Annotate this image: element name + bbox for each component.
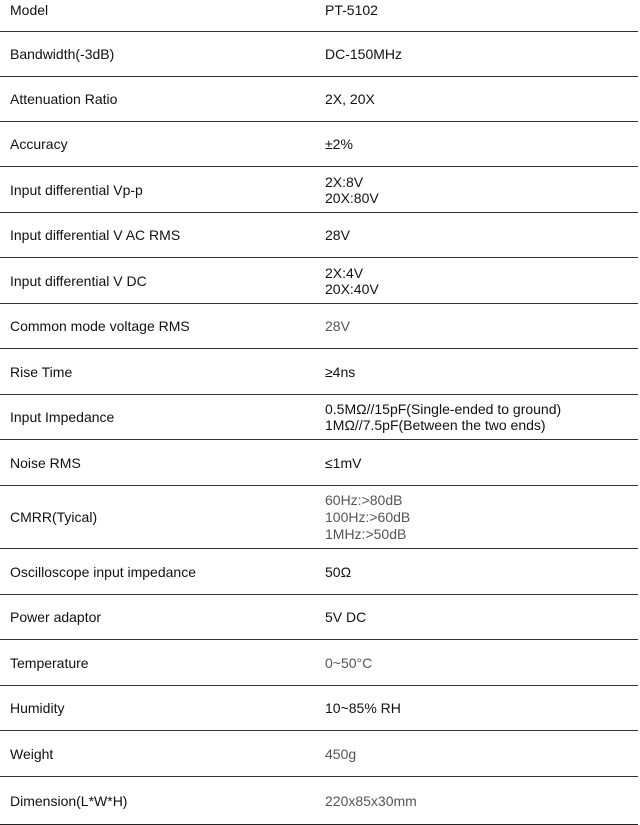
spec-row-common-mode-voltage-rms — [0, 304, 638, 349]
spec-row-input-impedance — [0, 395, 638, 440]
spec-value — [325, 77, 635, 121]
spec-label: Rise Time — [10, 363, 73, 380]
spec-label: CMRR(Tyical) — [10, 509, 98, 525]
spec-value-line: ±2% — [325, 136, 353, 152]
spec-row-humidity — [0, 686, 638, 731]
spec-value — [325, 549, 635, 594]
spec-label: Common mode voltage RMS — [10, 318, 190, 334]
spec-value-line: 5V DC — [325, 609, 367, 625]
spec-row-model — [0, 0, 638, 32]
spec-row-accuracy — [0, 122, 638, 167]
spec-value-line: 50Ω — [325, 563, 352, 580]
spec-label: Input differential Vp-p — [10, 181, 143, 198]
spec-label: Humidity — [10, 700, 65, 716]
spec-value — [325, 0, 635, 31]
spec-value-line: 60Hz:>80dB — [325, 491, 403, 508]
spec-value — [325, 213, 635, 257]
spec-value-line: ≥4ns — [325, 363, 356, 380]
spec-value-line: 220x85x30mm — [325, 792, 417, 809]
spec-value — [325, 440, 635, 485]
spec-label: Attenuation Ratio — [10, 91, 118, 107]
spec-label: Input differential V AC RMS — [10, 227, 181, 243]
spec-label: Model — [10, 2, 49, 18]
spec-value-line: 100Hz:>60dB — [325, 508, 411, 525]
spec-value — [325, 304, 635, 348]
spec-value-line: 0.5MΩ//15pF(Single-ended to ground) — [325, 401, 562, 417]
spec-row-attenuation-ratio — [0, 77, 638, 122]
spec-value — [325, 777, 635, 824]
spec-row-input-differential-v-ac-rms — [0, 213, 638, 258]
spec-value-line: ≤1mV — [325, 454, 362, 471]
spec-value — [325, 486, 635, 548]
spec-row-oscilloscope-input-impedance — [0, 549, 638, 595]
spec-row-input-differential-vpp — [0, 167, 638, 213]
spec-value-line: 20X:80V — [325, 189, 379, 206]
spec-value-line: 2X:8V — [325, 173, 364, 190]
spec-label: Noise RMS — [10, 454, 81, 471]
spec-row-dimension — [0, 777, 638, 824]
spec-label: Oscilloscope input impedance — [10, 563, 196, 580]
spec-label: Input differential V DC — [10, 272, 147, 289]
spec-value — [325, 167, 635, 212]
spec-value-line: 0~50°C — [325, 654, 373, 671]
spec-value-line: 2X:4V — [325, 264, 364, 281]
spec-label: Power adaptor — [10, 609, 102, 625]
spec-row-bandwidth — [0, 32, 638, 77]
spec-value-line: 1MHz:>50dB — [325, 525, 407, 542]
spec-row-power-adaptor — [0, 595, 638, 640]
spec-value-line: 450g — [325, 745, 357, 762]
spec-value — [325, 32, 635, 76]
spec-row-input-differential-v-dc — [0, 258, 638, 304]
spec-label: Weight — [10, 745, 54, 762]
spec-value-line: 20X:40V — [325, 280, 379, 297]
spec-label: Dimension(L*W*H) — [10, 792, 128, 809]
spec-row-rise-time — [0, 349, 638, 395]
spec-value-line: 28V — [325, 318, 350, 334]
spec-value-line: 10~85% RH — [325, 700, 401, 716]
spec-value — [325, 258, 635, 303]
spec-label: Accuracy — [10, 136, 68, 152]
spec-value — [325, 686, 635, 730]
spec-value-line: 2X, 20X — [325, 91, 375, 107]
spec-label: Bandwidth(-3dB) — [10, 46, 115, 62]
spec-row-weight — [0, 731, 638, 777]
spec-value — [325, 731, 635, 776]
spec-row-cmrr — [0, 486, 638, 549]
spec-value — [325, 122, 635, 166]
spec-value-line: PT-5102 — [325, 2, 378, 18]
spec-label: Input Impedance — [10, 409, 115, 425]
spec-value-line: DC-150MHz — [325, 46, 403, 62]
spec-row-temperature — [0, 640, 638, 686]
spec-value — [325, 349, 635, 394]
spec-value — [325, 595, 635, 639]
spec-label: Temperature — [10, 654, 89, 671]
spec-row-noise-rms — [0, 440, 638, 486]
spec-value-line: 1MΩ//7.5pF(Between the two ends) — [325, 417, 546, 433]
spec-value — [325, 640, 635, 685]
spec-value-line: 28V — [325, 227, 350, 243]
spec-value — [325, 395, 635, 439]
